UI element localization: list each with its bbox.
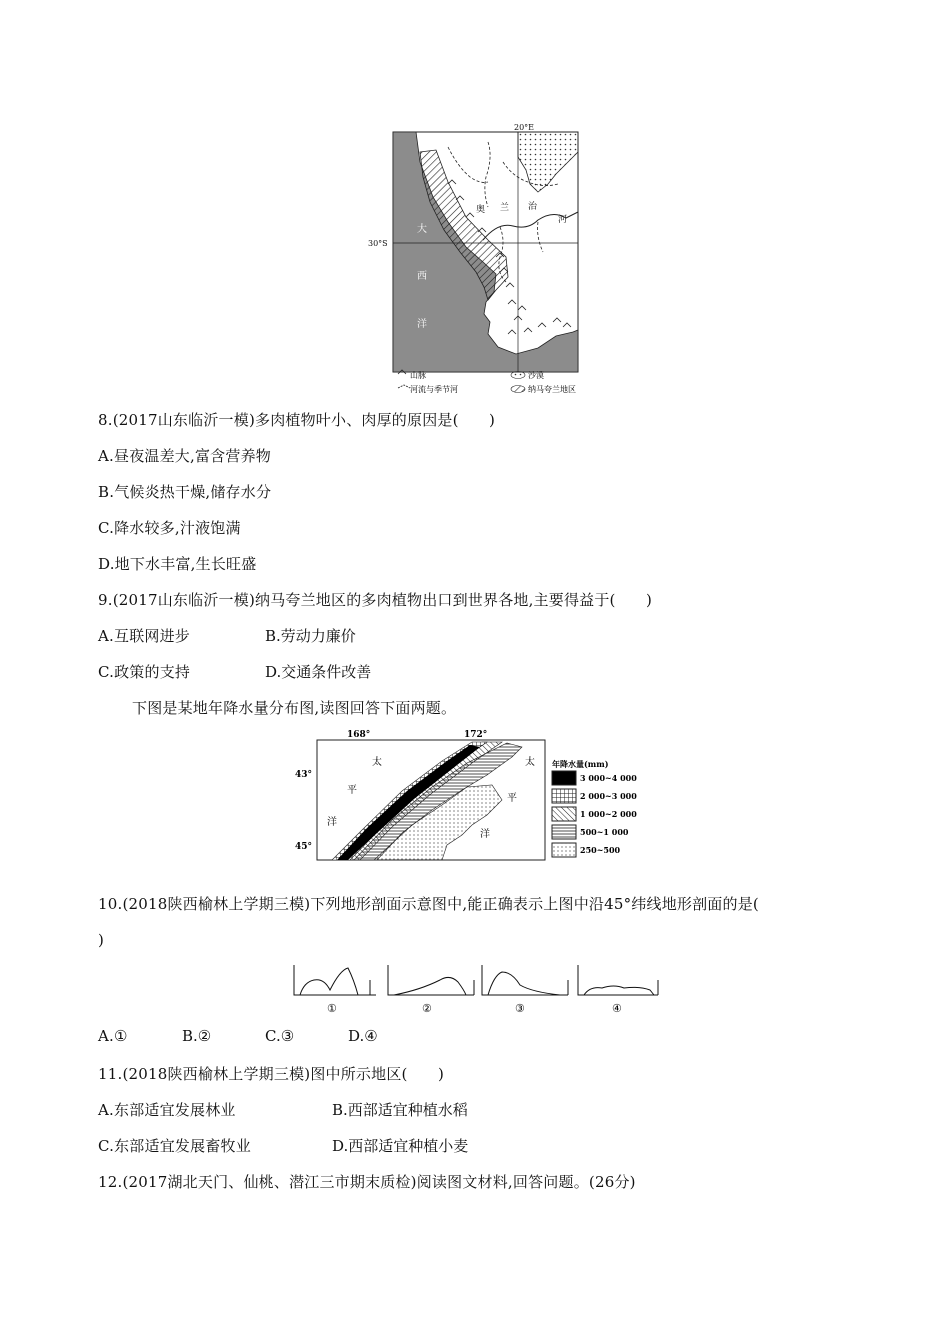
legend-2: 2 000~3 000 xyxy=(580,791,637,801)
q11-option-a[interactable]: A.东部适宜发展林业 xyxy=(98,1101,236,1119)
map1-legend xyxy=(398,370,576,394)
ocean-char-2: 西 xyxy=(417,271,427,282)
ocean-char-3: 洋 xyxy=(417,319,427,330)
legend-river: 河流与季节河 xyxy=(410,385,458,394)
profile-4 xyxy=(578,965,658,995)
q11-option-c[interactable]: C.东部适宜发展畜牧业 xyxy=(98,1137,251,1155)
legend-desert: 沙漠 xyxy=(528,371,544,380)
ocean-char-1: 大 xyxy=(417,224,427,235)
profile-3 xyxy=(482,965,568,995)
q10-option-a[interactable]: A.① xyxy=(98,1027,128,1045)
lat-label-43: 43° xyxy=(295,770,313,780)
ocean-left-2: 平 xyxy=(347,785,357,796)
lat-label-45: 45° xyxy=(295,842,313,852)
ocean-left-1: 太 xyxy=(372,757,382,768)
legend-region: 纳马夸兰地区 xyxy=(528,385,576,394)
legend-title: 年降水量(mm) xyxy=(552,759,609,769)
river-char-3: 治 xyxy=(528,202,538,212)
q9-option-c[interactable]: C.政策的支持 xyxy=(98,663,191,681)
profile-label-1: ① xyxy=(327,1002,337,1015)
precipitation-map xyxy=(292,725,642,865)
q8-option-a[interactable]: A.昼夜温差大,富含营养物 xyxy=(98,447,271,465)
river-char-1: 奥 xyxy=(476,205,486,215)
terrain-profiles xyxy=(290,960,660,1020)
q8-option-d[interactable]: D.地下水丰富,生长旺盛 xyxy=(98,555,257,573)
q11-stem: 11.(2018陕西榆林上学期三模)图中所示地区( ) xyxy=(98,1065,445,1083)
legend-mountain: 山脉 xyxy=(410,371,426,380)
q12-stem: 12.(2017湖北天门、仙桃、潜江三市期末质检)阅读图文材料,回答问题。(26分) xyxy=(98,1173,636,1191)
q10-option-b[interactable]: B.② xyxy=(182,1027,212,1045)
profile-1 xyxy=(294,965,376,995)
q9-option-d[interactable]: D.交通条件改善 xyxy=(265,663,372,681)
river-char-2: 兰 xyxy=(500,203,510,213)
profile-label-2: ② xyxy=(422,1002,432,1015)
q11-option-d[interactable]: D.西部适宜种植小麦 xyxy=(332,1137,469,1155)
ocean-right-2: 平 xyxy=(507,793,517,804)
q11-option-b[interactable]: B.西部适宜种植水稻 xyxy=(332,1101,468,1119)
river-char-4: 河 xyxy=(558,215,568,225)
ocean-right-3: 洋 xyxy=(480,829,490,840)
q8-stem: 8.(2017山东临沂一模)多肉植物叶小、肉厚的原因是( ) xyxy=(98,411,496,429)
lon-label: 20°E xyxy=(514,123,535,132)
lon-label-168: 168° xyxy=(347,730,371,740)
ocean-left-3: 洋 xyxy=(327,817,337,828)
legend-3: 1 000~2 000 xyxy=(580,809,637,819)
map2-legend xyxy=(552,759,637,857)
profile-label-3: ③ xyxy=(515,1002,525,1015)
profile-label-4: ④ xyxy=(612,1002,622,1015)
q9-stem: 9.(2017山东临沂一模)纳马夸兰地区的多肉植物出口到世界各地,主要得益于( ) xyxy=(98,591,653,609)
q9-option-b[interactable]: B.劳动力廉价 xyxy=(265,627,356,645)
legend-4: 500~1 000 xyxy=(580,827,629,837)
legend-5: 250~500 xyxy=(580,845,621,855)
q10-option-d[interactable]: D.④ xyxy=(348,1027,378,1045)
legend-1: 3 000~4 000 xyxy=(580,773,637,783)
q10-stem-line1: 10.(2018陕西榆林上学期三模)下列地形剖面示意图中,能正确表示上图中沿45°纬线地形剖面的是( xyxy=(98,895,759,913)
profile-2 xyxy=(388,965,474,995)
q8-option-b[interactable]: B.气候炎热干燥,储存水分 xyxy=(98,483,272,501)
q9-option-a[interactable]: A.互联网进步 xyxy=(98,627,191,645)
ocean-right-1: 太 xyxy=(525,757,535,768)
lon-label-172: 172° xyxy=(464,730,488,740)
intro-text: 下图是某地年降水量分布图,读图回答下面两题。 xyxy=(132,699,457,717)
q10-option-c[interactable]: C.③ xyxy=(265,1027,295,1045)
q10-stem-line2: ) xyxy=(98,931,105,949)
lat-label: 30°S xyxy=(368,239,388,248)
q8-option-c[interactable]: C.降水较多,汁液饱满 xyxy=(98,519,241,537)
namaqualand-map xyxy=(368,122,588,407)
